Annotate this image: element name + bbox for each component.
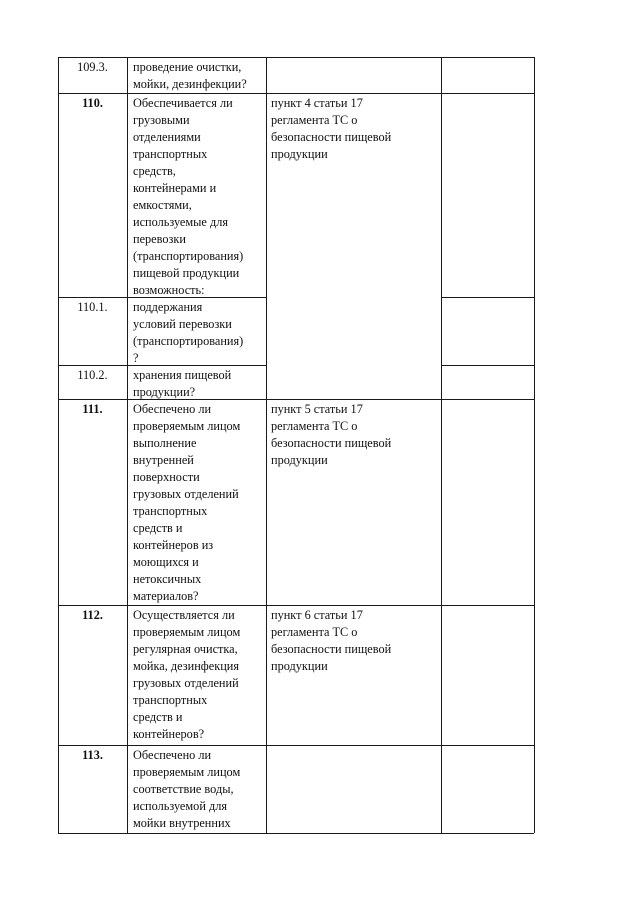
table-border-bottom — [58, 833, 534, 834]
row-separator-reference — [266, 93, 441, 94]
item-number: 109.3. — [77, 60, 108, 74]
row-separator — [58, 745, 266, 746]
question-text: поддержания условий перевозки (транспортирования) ? — [133, 300, 244, 365]
row-separator-reference — [266, 605, 441, 606]
row-separator — [58, 605, 266, 606]
result-cell[interactable] — [442, 94, 533, 296]
item-number: 112. — [82, 608, 103, 622]
item-number: 110.1. — [77, 300, 108, 314]
row-separator-reference — [266, 745, 441, 746]
item-number: 110. — [82, 96, 103, 110]
result-cell[interactable] — [442, 400, 533, 604]
item-number: 111. — [82, 402, 103, 416]
regulation-reference: пункт 6 статьи 17 регламента ТС о безопасности пищевой продукции — [271, 608, 392, 673]
table-border-left — [58, 57, 59, 833]
table-border-right — [534, 57, 535, 833]
result-cell[interactable] — [442, 58, 533, 92]
result-cell[interactable] — [442, 298, 533, 364]
item-number: 113. — [82, 748, 103, 762]
column-divider-number — [127, 57, 128, 833]
item-number: 110.2. — [77, 368, 108, 382]
column-divider-question — [266, 57, 267, 833]
result-cell[interactable] — [442, 366, 533, 398]
question-text: Обеспечено ли проверяемым лицом соответствие воды, используемой для мойки внутренних — [133, 748, 241, 830]
regulation-reference: пункт 5 статьи 17 регламента ТС о безопасности пищевой продукции — [271, 402, 392, 467]
regulation-reference: пункт 4 статьи 17 регламента ТС о безопасности пищевой продукции — [271, 96, 392, 161]
row-separator — [58, 93, 266, 94]
question-text: Осуществляется ли проверяемым лицом регулярная очистка, мойка, дезинфекция грузовых отделений транспортных средств и контейнеров? — [133, 608, 241, 741]
result-cell[interactable] — [442, 606, 533, 744]
question-text: проведение очистки, мойки, дезинфекции? — [133, 60, 247, 91]
question-text: Обеспечивается ли грузовыми отделениями транспортных средств, контейнерами и емкостями, используемые для перевозки (транспортирования) пищевой продукции возможность: — [133, 96, 244, 297]
question-text: хранения пищевой продукции? — [133, 368, 232, 399]
row-separator-reference — [266, 399, 441, 400]
result-cell[interactable] — [442, 746, 533, 832]
question-text: Обеспечено ли проверяемым лицом выполнение внутренней поверхности грузовых отделений транспортных средств и контейнеров из моющихся и нетоксичных материалов? — [133, 402, 241, 603]
